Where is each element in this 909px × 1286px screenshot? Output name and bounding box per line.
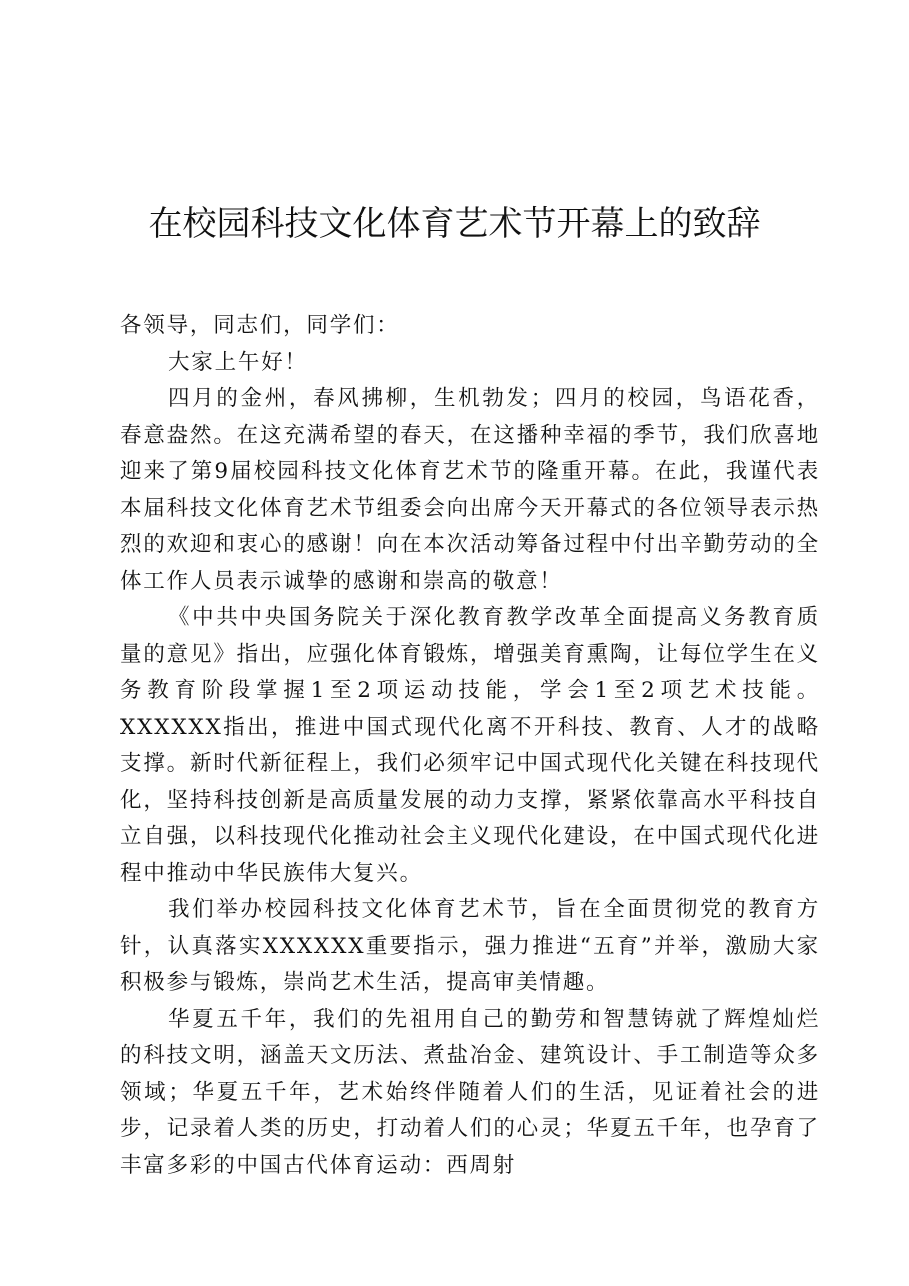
paragraph-purpose: 我们举办校园科技文化体育艺术节，旨在全面贯彻党的教育方针，认真落实XXXXXX重要指示，强力推进“五育”并举，激励大家积极参与锻炼，崇尚艺术生活，提高审美情趣。 bbox=[120, 897, 820, 995]
salutation: 各领导，同志们，同学们： bbox=[120, 313, 400, 338]
paragraph-greeting: 大家上午好！ bbox=[168, 349, 308, 375]
paragraph-history: 华夏五千年，我们的先祖用自己的勤劳和智慧铸就了辉煌灿烂的科技文明，涵盖天文历法、煮盐冶金、建筑设计、手工制造等众多领域；华夏五千年，艺术始终伴随着人们的生活，见证着社会的进步，记录着人类的历史，打动着人们的心灵；华夏五千年，也孕育了丰富多彩的中国古代体育运动：西周射 bbox=[120, 1006, 820, 1178]
document-body bbox=[120, 308, 820, 1184]
paragraph-opening: 四月的金州，春风拂柳，生机勃发；四月的校园，鸟语花香，春意盎然。在这充满希望的春天，在这播种幸福的季节，我们欣喜地迎来了第9届校园科技文化体育艺术节的隆重开幕。在此，我谨代表本届科技文化体育艺术节组委会向出席今天开幕式的各位领导表示热烈的欢迎和衷心的感谢！向在本次活动筹备过程中付出辛勤劳动的全体工作人员表示诚挚的感谢和崇高的敬意！ bbox=[120, 386, 820, 594]
paragraph-policy: 《中共中央国务院关于深化教育教学改革全面提高义务教育质量的意见》指出，应强化体育锻炼，增强美育熏陶，让每位学生在义务教育阶段掌握1至2项运动技能，学会1至2项艺术技能。XXXXXX指出，推进中国式现代化离不开科技、教育、人才的战略支撑。新时代新征程上，我们必须牢记中国式现代化关键在科技现代化，坚持科技创新是高质量发展的动力支撑，紧紧依靠高水平科技自立自强，以科技现代化推动社会主义现代化建设，在中国式现代化进程中推动中华民族伟大复兴。 bbox=[120, 605, 820, 886]
document-title: 在校园科技文化体育艺术节开幕上的致辞 bbox=[148, 204, 761, 244]
